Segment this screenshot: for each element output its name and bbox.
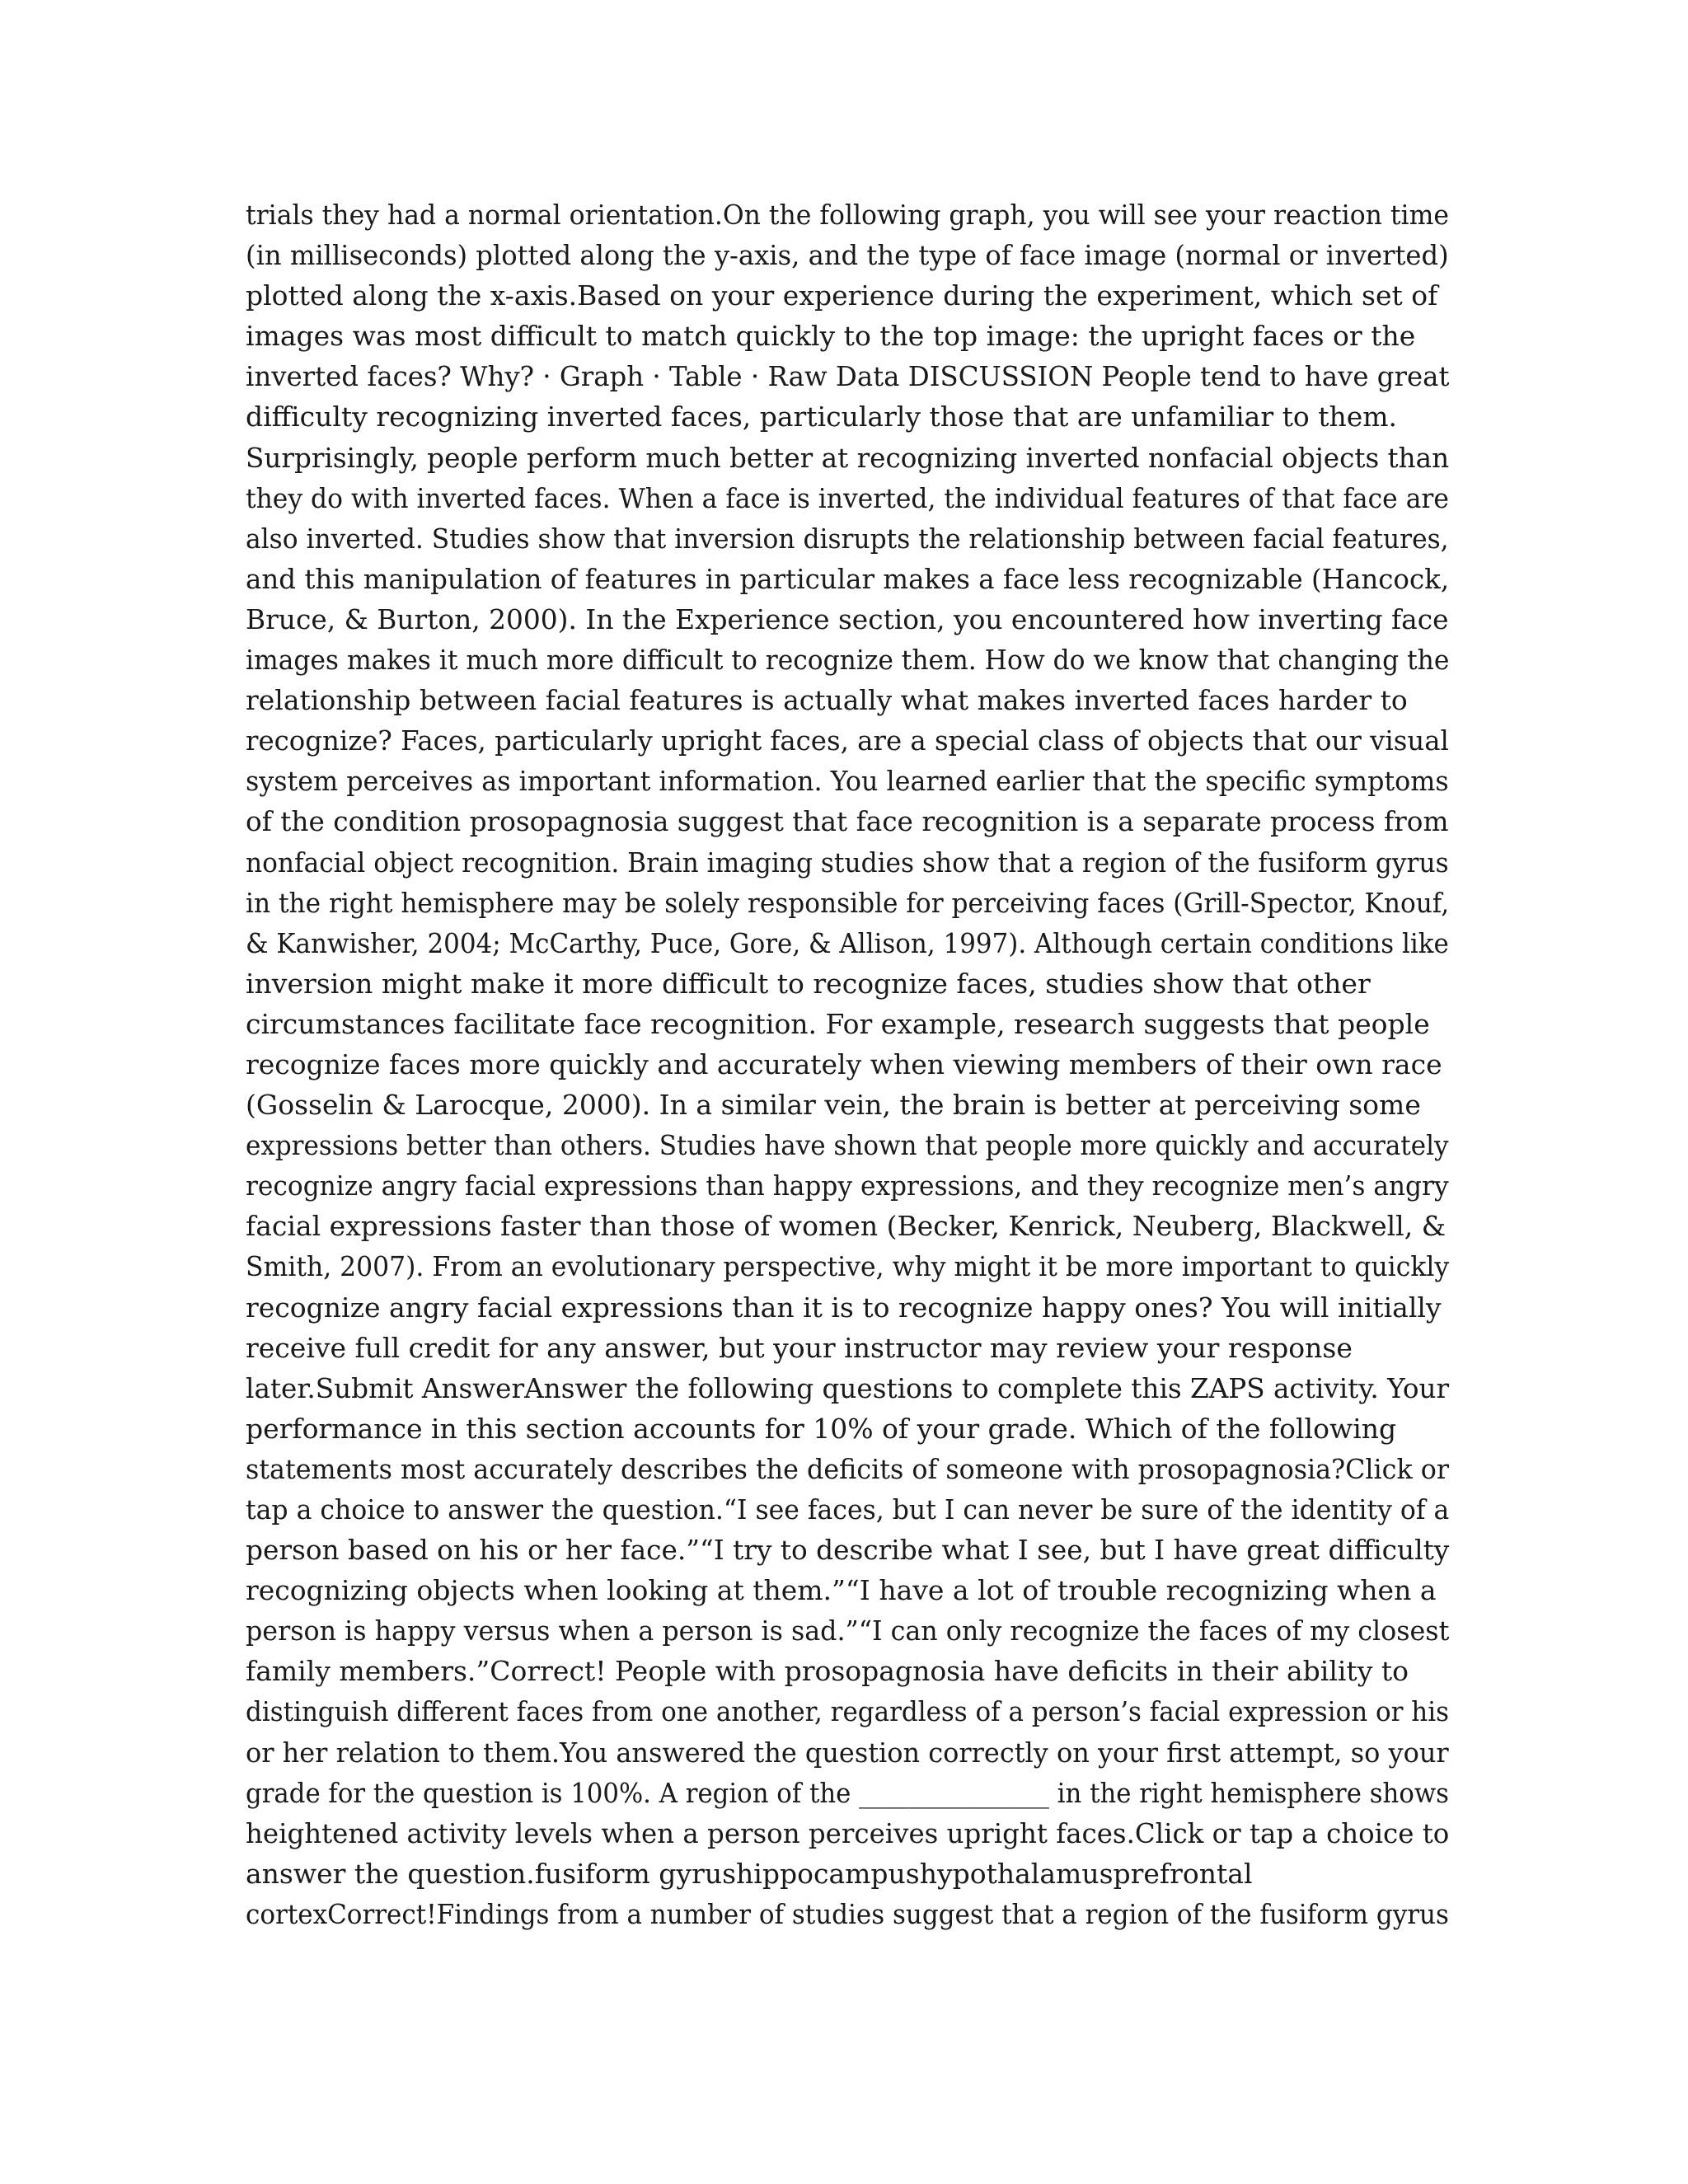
text-line: Surprisingly, people perform much better at recognizing inverted nonfacial objects than (246, 441, 1450, 474)
text-line: performance in this section accounts for 10% of your grade. Which of the following (246, 1412, 1397, 1445)
text-line: Bruce, & Burton, 2000). In the Experience section, you encountered how inverting face (246, 602, 1449, 635)
text-line: system perceives as important information. You learned earlier that the specific symptoms (246, 765, 1449, 798)
body-text (246, 194, 1449, 1934)
text-line: heightened activity levels when a person perceives upright faces.Click or tap a choice to (246, 1816, 1450, 1849)
text-line: & Kanwisher, 2004; McCarthy, Puce, Gore, & Allison, 1997). Although certain conditions like (246, 926, 1449, 959)
text-line: recognize? Faces, particularly upright faces, are a special class of objects that our visual (246, 724, 1449, 757)
text-line: person based on his or her face.”“I try to describe what I see, but I have great difficulty (246, 1534, 1450, 1567)
text-line: circumstances facilitate face recognition. For example, research suggests that people (246, 1007, 1430, 1040)
text-line: expressions better than others. Studies have shown that people more quickly and accurately (246, 1129, 1449, 1162)
text-line: grade for the question is 100%. A region of the _______________ in the right hemisphere shows (246, 1776, 1449, 1809)
text-line: (Gosselin & Larocque, 2000). In a similar vein, the brain is better at perceiving some (246, 1089, 1421, 1122)
text-line: recognizing objects when looking at them.”“I have a lot of trouble recognizing when a (246, 1574, 1437, 1607)
text-line: facial expressions faster than those of women (Becker, Kenrick, Neuberg, Blackwell, & (246, 1210, 1447, 1243)
text-line: distinguish different faces from one another, regardless of a person’s facial expression or his (246, 1695, 1450, 1728)
text-line: statements most accurately describes the deficits of someone with prosopagnosia?Click or (246, 1452, 1450, 1485)
text-line: trials they had a normal orientation.On the following graph, you will see your reaction time (246, 199, 1450, 231)
text-line: and this manipulation of features in particular makes a face less recognizable (Hancock, (246, 562, 1450, 595)
text-line: tap a choice to answer the question.“I see faces, but I can never be sure of the identity of a (246, 1493, 1450, 1526)
text-line: or her relation to them.You answered the question correctly on your first attempt, so your (246, 1736, 1449, 1769)
text-line: person is happy versus when a person is sad.”“I can only recognize the faces of my closest (246, 1615, 1450, 1647)
text-line: recognize faces more quickly and accurately when viewing members of their own race (246, 1047, 1442, 1080)
text-line: they do with inverted faces. When a face is inverted, the individual features of that face are (246, 481, 1449, 514)
text-line: inversion might make it more difficult to recognize faces, studies show that other (246, 967, 1371, 1000)
text-line: cortexCorrect!Findings from a number of studies suggest that a region of the fusiform gyrus (246, 1897, 1449, 1930)
text-line: in the right hemisphere may be solely responsible for perceiving faces (Grill-Spector, Knouf, (246, 886, 1450, 919)
text-line: family members.”Correct! People with prosopagnosia have deficits in their ability to (246, 1655, 1409, 1688)
text-line: plotted along the x-axis.Based on your experience during the experiment, which set of (246, 279, 1438, 312)
text-line: nonfacial object recognition. Brain imaging studies show that a region of the fusiform gyrus (246, 846, 1449, 879)
text-line: inverted faces? Why? · Graph · Table · Raw Data DISCUSSION People tend to have great (246, 360, 1450, 393)
text-line: recognize angry facial expressions than happy expressions, and they recognize men’s angry (246, 1169, 1449, 1202)
text-line: Smith, 2007). From an evolutionary perspective, why might it be more important to quickly (246, 1250, 1450, 1283)
text-line: also inverted. Studies show that inversion disrupts the relationship between facial features, (246, 522, 1449, 555)
text-line: relationship between facial features is actually what makes inverted faces harder to (246, 684, 1408, 717)
text-line: difficulty recognizing inverted faces, particularly those that are unfamiliar to them. (246, 401, 1398, 434)
text-line: of the condition prosopagnosia suggest that face recognition is a separate process from (246, 805, 1449, 838)
text-line: images was most difficult to match quickly to the top image: the upright faces or the (246, 320, 1416, 353)
text-line: (in milliseconds) plotted along the y-axis, and the type of face image (normal or inverted) (246, 239, 1449, 272)
text-line: receive full credit for any answer, but your instructor may review your response (246, 1331, 1353, 1364)
text-line: later.Submit AnswerAnswer the following questions to complete this ZAPS activity. Your (246, 1371, 1450, 1404)
text-line: recognize angry facial expressions than it is to recognize happy ones? You will initially (246, 1291, 1442, 1324)
text-line: answer the question.fusiform gyrushippocampushypothalamusprefrontal (246, 1857, 1253, 1890)
text-line: images makes it much more difficult to recognize them. How do we know that changing the (246, 644, 1450, 677)
